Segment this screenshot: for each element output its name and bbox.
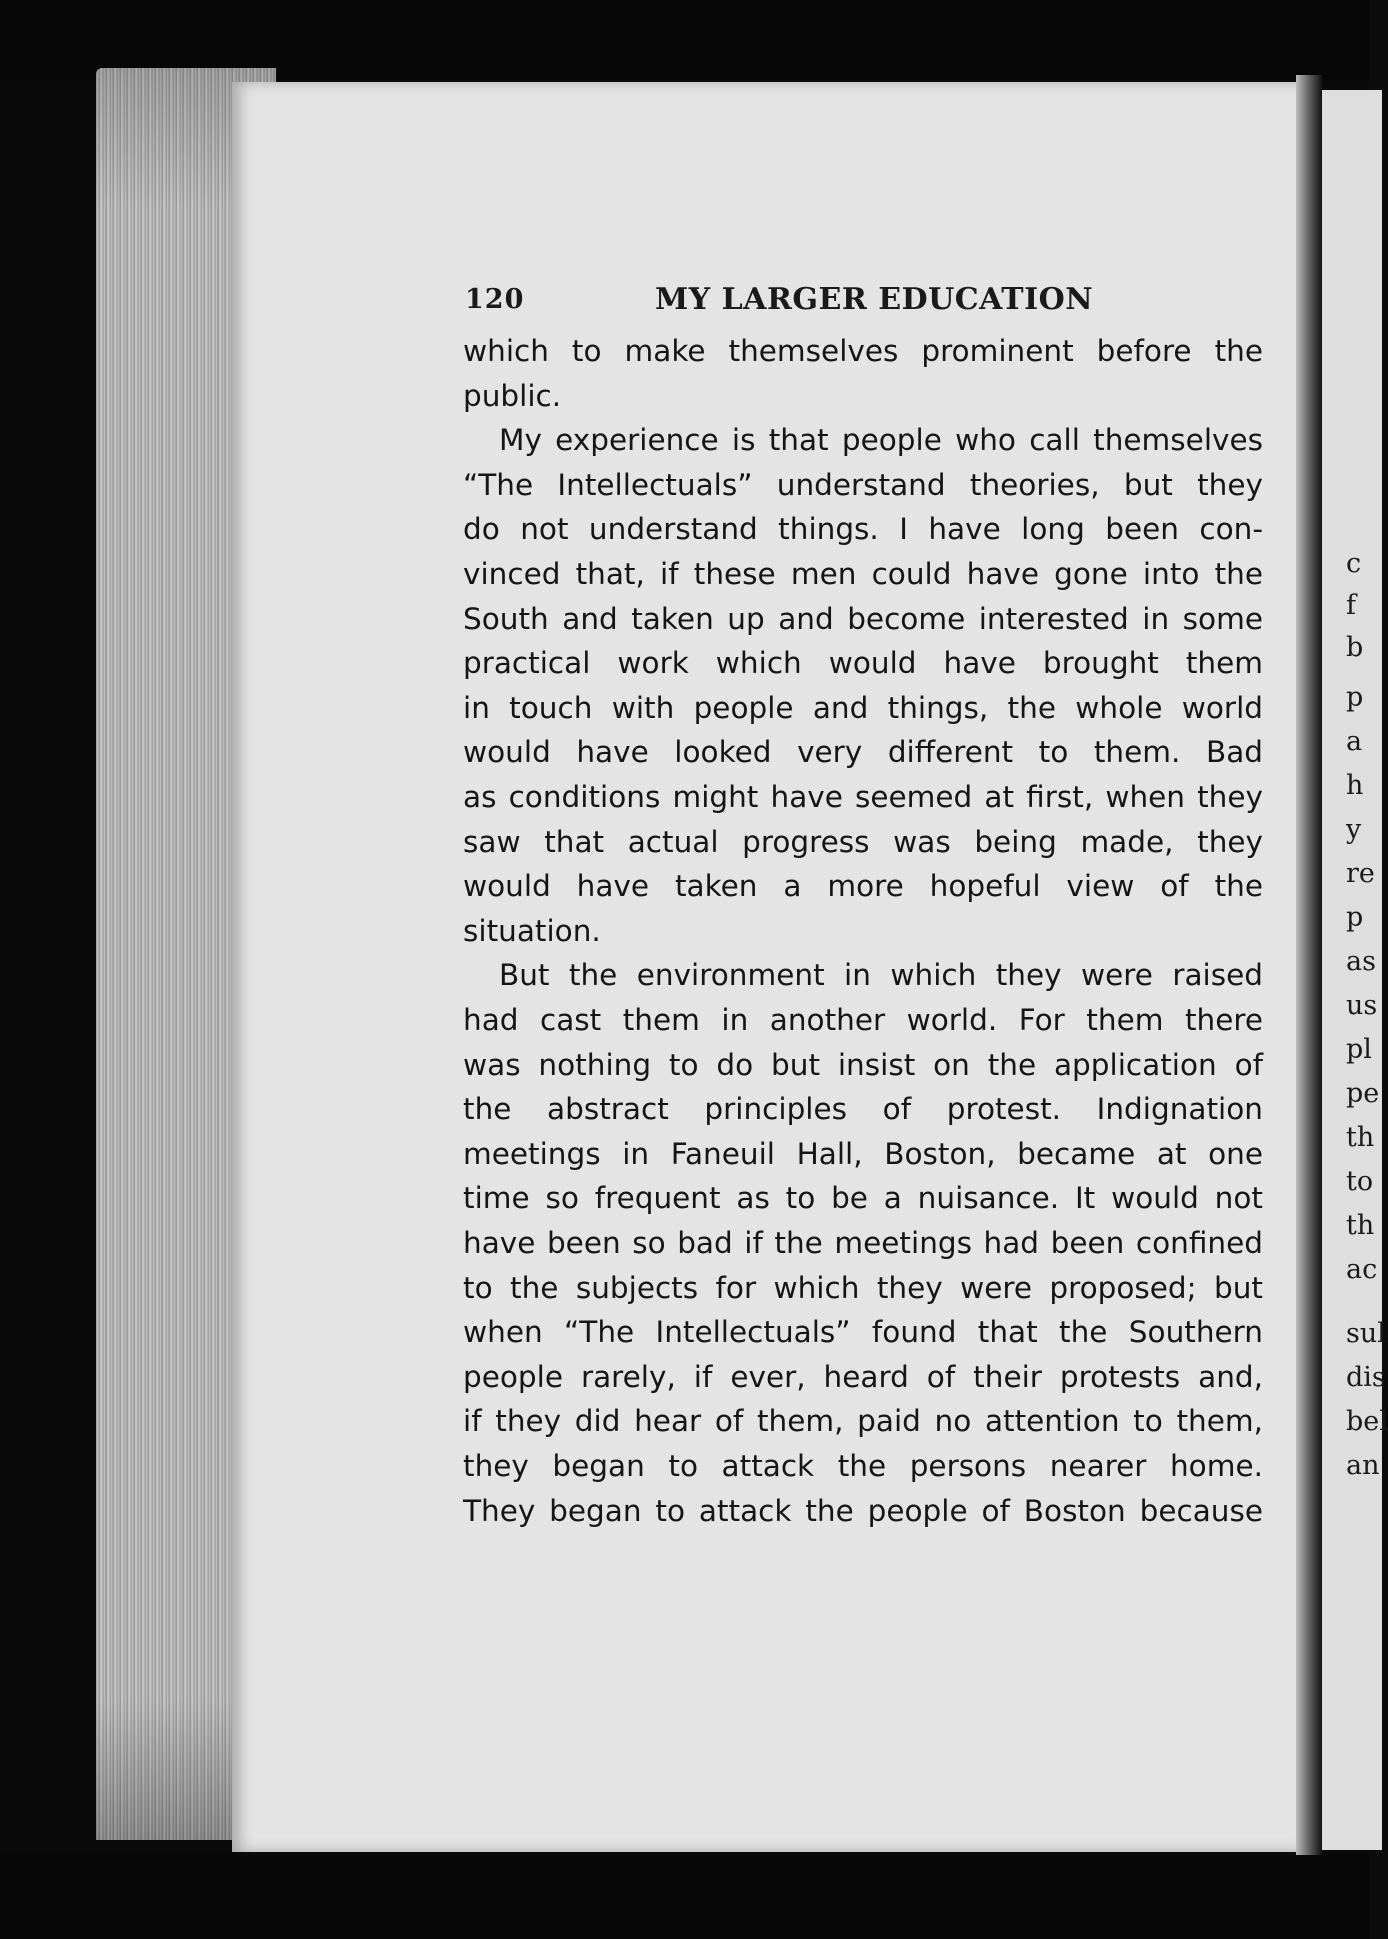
text-line: they began to attack the persons nearer home. [463, 1449, 1263, 1483]
text-line: They began to attack the people of Boston because [463, 1493, 1263, 1528]
text-line: situation. [463, 913, 601, 948]
text-line: time so frequent as to be a nuisance. It would not [463, 1181, 1263, 1216]
running-title: MY LARGER EDUCATION [655, 282, 1094, 317]
text-line: if they did hear of them, paid no attention to them, [463, 1404, 1263, 1439]
facing-page-fragment: th [1346, 1210, 1375, 1241]
text-line: would have looked very different to them. Bad [463, 735, 1263, 770]
facing-page-fragment: th [1346, 1122, 1375, 1153]
text-line: was nothing to do but insist on the application of [463, 1047, 1263, 1082]
facing-page-fragment: b [1346, 632, 1364, 663]
facing-page-fragment: dis [1346, 1362, 1386, 1393]
text-line: would have taken a more hopeful view of the [463, 869, 1263, 904]
page-number: 120 [465, 284, 525, 315]
text-line: “The Intellectuals” understand theories, but they [463, 467, 1263, 502]
text-line: public. [463, 378, 562, 413]
text-line: when “The Intellectuals” found that the Southern [463, 1315, 1263, 1350]
facing-page-fragment: ac [1346, 1254, 1378, 1285]
facing-page-fragment: p [1346, 682, 1364, 713]
facing-page-fragment: to [1346, 1166, 1374, 1197]
text-line: My experience is that people who call themselves [499, 423, 1263, 458]
text-line: South and taken up and become interested in some [463, 601, 1263, 636]
text-line: as conditions might have seemed at first, when they [463, 780, 1263, 814]
facing-page-fragment: p [1346, 902, 1364, 933]
text-line: vinced that, if these men could have gone into the [463, 557, 1263, 591]
facing-page-fragment: pl [1346, 1034, 1372, 1065]
facing-page-fragment: y [1346, 814, 1362, 845]
facing-page-fragment: us [1346, 990, 1378, 1021]
facing-page-fragment: a [1346, 726, 1363, 757]
facing-page-fragment: h [1346, 770, 1364, 801]
facing-page-fragment: an [1346, 1450, 1380, 1481]
text-line: have been so bad if the meetings had been confined [463, 1226, 1263, 1260]
text-line: had cast them in another world. For them there [463, 1003, 1263, 1037]
facing-page-fragment: as [1346, 946, 1376, 977]
facing-page-fragment: f [1346, 590, 1356, 621]
text-line: to the subjects for which they were proposed; but [463, 1270, 1263, 1305]
text-line: do not understand things. I have long been con- [463, 512, 1263, 547]
facing-page-fragment: pe [1346, 1078, 1380, 1109]
text-line: But the environment in which they were raised [499, 958, 1263, 993]
facing-page-fragment: c [1346, 548, 1362, 579]
text-line: which to make themselves prominent before the [463, 334, 1263, 368]
scan-background-bottom [0, 1855, 1369, 1939]
facing-page-fragment: re [1346, 858, 1375, 889]
text-line: saw that actual progress was being made, they [463, 824, 1263, 859]
text-line: practical work which would have brought them [463, 646, 1263, 681]
text-line: in touch with people and things, the whole world [463, 690, 1263, 725]
facing-page-fragment: sul [1346, 1318, 1386, 1349]
facing-page-fragment: bel [1346, 1406, 1388, 1437]
text-line: meetings in Faneuil Hall, Boston, became at one [463, 1136, 1263, 1171]
book-gutter [1296, 75, 1322, 1865]
text-line: people rarely, if ever, heard of their protests and, [463, 1359, 1263, 1394]
text-line: the abstract principles of protest. Indignation [463, 1092, 1263, 1127]
